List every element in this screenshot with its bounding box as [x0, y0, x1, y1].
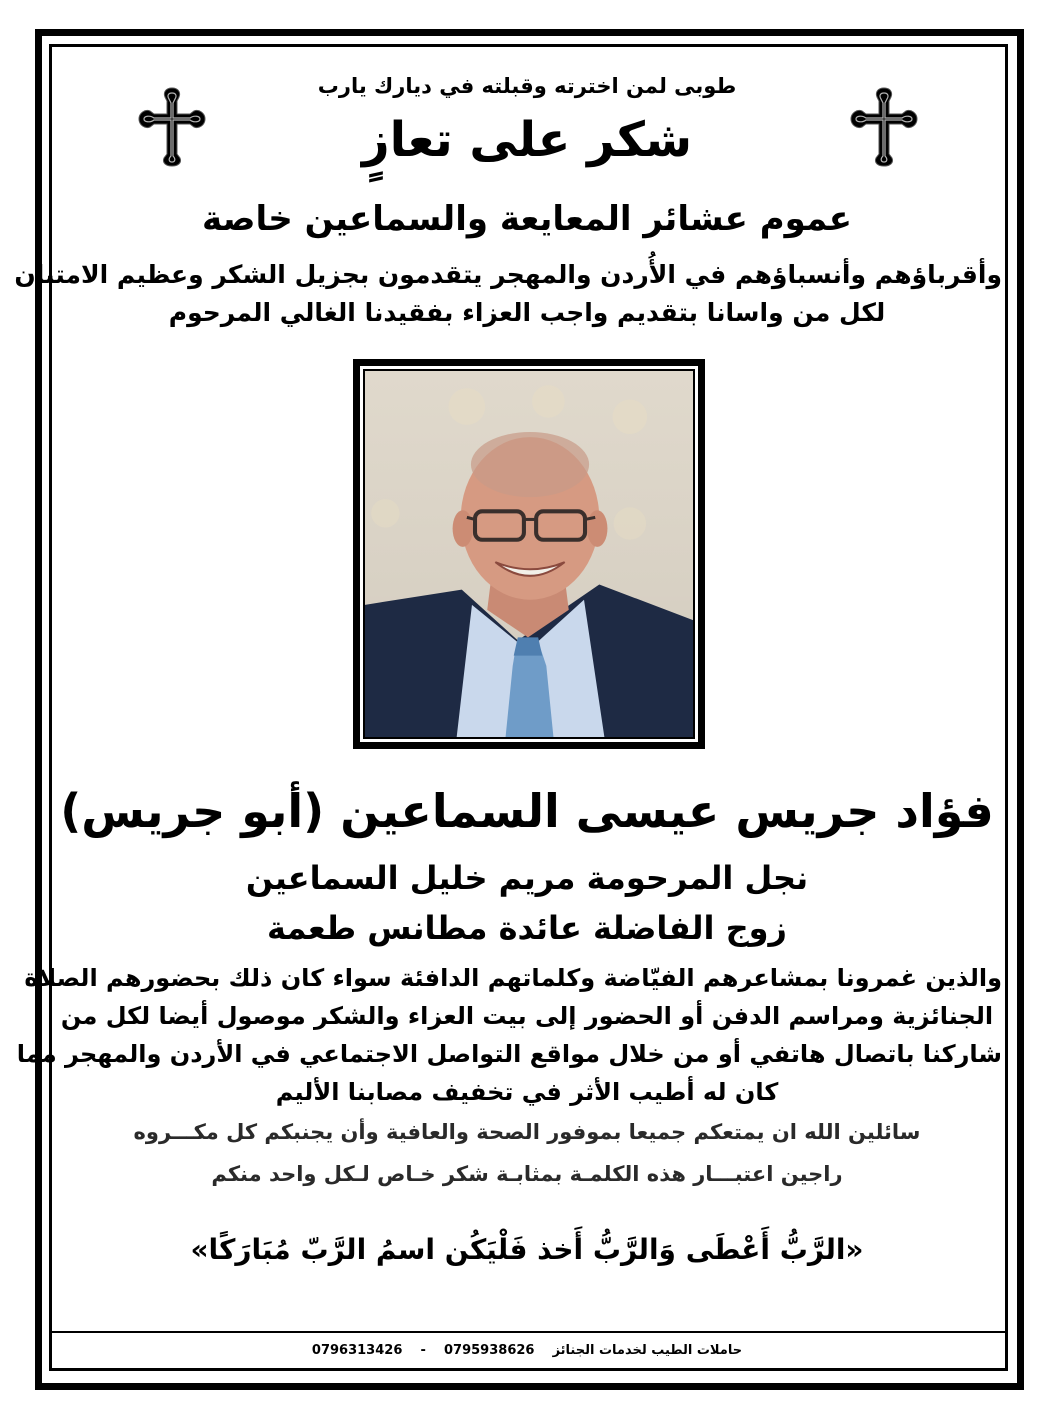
- intro-line-2: لكل من واسانا بتقديم واجب العزاء بفقيدنا الغالي المرحوم: [168, 298, 886, 327]
- portrait-frame: [353, 359, 705, 749]
- footer-phone-2[interactable]: 0795938626: [444, 1343, 535, 1358]
- footer: [52, 1343, 1002, 1358]
- footer-phone-1[interactable]: 0796313426: [311, 1343, 403, 1358]
- prayer-line: سائلين الله ان يمتعكم جميعا بموفور الصحة والعافية وأن يجنبكم كل مكـــروه: [133, 1120, 921, 1144]
- deceased-mother: نجل المرحومة مريم خليل السماعين: [245, 859, 809, 897]
- body-line-4: كان له أطيب الأثر في تخفيف مصابنا الأليم: [275, 1078, 779, 1106]
- body-line-2: الجنائزية ومراسم الدفن أو الحضور إلى بيت العزاء والشكر موصول أيضا لكل من: [60, 1002, 994, 1030]
- families-heading: عموم عشائر المعايعة والسماعين خاصة: [201, 199, 853, 239]
- footer-separator: -: [420, 1343, 426, 1358]
- portrait-illustration: [365, 371, 693, 737]
- portrait-photo: [363, 369, 695, 739]
- scripture-verse: «الرَّبُّ أَعْطَى وَالرَّبُّ أَخذ فَلْيَكُن اسمُ الرَّبّ مُبَارَكًا»: [190, 1233, 864, 1266]
- body-line-1: والذين غمرونا بمشاعرهم الفيّاضة وكلماتهم الدافئة سواء كان ذلك بحضورهم الصلاة: [24, 964, 1002, 992]
- blessing-line: طوبى لمن اخترته وقبلته في ديارك يارب: [317, 74, 737, 98]
- footer-divider: [49, 1331, 1005, 1333]
- deceased-spouse: زوج الفاضلة عائدة مطانس طعمة: [267, 909, 787, 947]
- closing-line: راجين اعتبـــار هذه الكلمـة بمثابـة شكر خـاص لـكل واحد منكم: [211, 1162, 843, 1186]
- page-title: شكر على تعازٍ: [361, 112, 693, 168]
- deceased-name: فؤاد جريس عيسى السماعين (أبو جريس): [60, 784, 994, 838]
- body-line-3: شاركنا باتصال هاتفي أو من خلال مواقع التواصل الاجتماعي في الأردن والمهجر مما: [16, 1040, 1002, 1068]
- footer-company: حاملات الطيب لخدمات الجنائز: [552, 1343, 743, 1358]
- intro-line-1: وأقرباؤهم وأنسباؤهم في الأُردن والمهجر يتقدمون بجزيل الشكر وعظيم الامتنان: [14, 260, 1002, 289]
